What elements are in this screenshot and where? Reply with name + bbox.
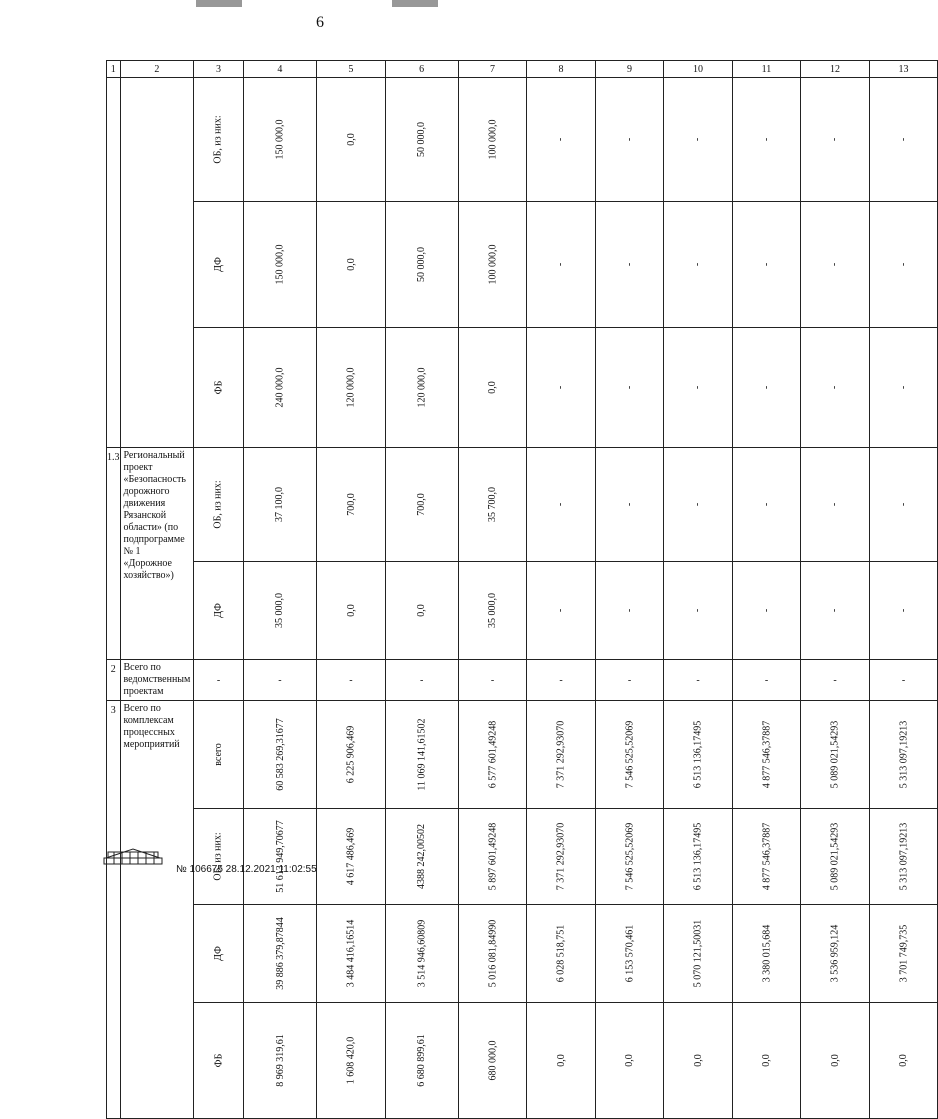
cell-text: 6 153 570,461 [624,924,635,983]
cell-text: ФБ [212,1053,224,1068]
row-label-cell [194,701,243,809]
cell-text: 7 546 525,52069 [624,720,635,789]
cell-text: 6 225 906,469 [345,725,357,784]
cell-text: 150 000,0 [274,244,286,285]
value-cell [664,202,733,328]
value-cell [595,809,664,905]
cell-text: - [555,385,567,390]
row-name-cell: Всего по ведомственным проектам [120,660,194,701]
value-cell: - [243,660,317,701]
header-cell: 13 [869,61,938,78]
value-cell [732,809,801,905]
cell-text: - [692,262,704,267]
cell-text: 120 000,0 [345,367,357,408]
table-row [107,1003,938,1119]
cell-text: ОБ, из них: [212,115,224,164]
value-cell [595,562,664,660]
row-number-cell: 1.3 [107,448,121,660]
table-row [107,701,938,809]
cell-text: 0,0 [345,258,357,271]
header-cell: 1 [107,61,121,78]
cell-text: 0,0 [345,133,357,146]
page-number: 6 [316,14,324,31]
cell-text: 100 000,0 [487,244,498,285]
table-row [107,905,938,1003]
cell-text: 37 100,0 [274,487,286,522]
value-cell [869,905,938,1003]
value-cell: - [595,660,664,701]
cell-text: 5 016 081,84990 [487,919,498,988]
value-cell [732,1003,801,1119]
table-row [107,448,938,562]
value-cell [317,905,386,1003]
value-cell [801,78,870,202]
cell-text: 0,0 [487,381,498,394]
cell-text: ДФ [212,603,224,618]
value-cell: - [869,660,938,701]
value-cell [869,562,938,660]
row-label-cell [194,809,243,905]
value-cell [385,701,458,809]
row-label-cell [194,78,243,202]
value-cell [527,78,596,202]
value-cell [527,1003,596,1119]
value-cell [458,448,527,562]
cell-text: 35 000,0 [487,593,498,628]
value-cell [458,78,527,202]
cell-text: 0,0 [898,1054,909,1067]
cell-text: 4 877 546,37887 [761,822,772,891]
value-cell [527,328,596,448]
cell-text: - [624,608,635,613]
cell-text: - [761,385,772,390]
cell-text: 3 536 959,124 [829,924,841,983]
cell-text: 51 613 949,70677 [274,820,286,893]
cell-text: 5 313 097,19213 [898,822,909,891]
value-cell [527,448,596,562]
cell-text: 3 514 946,60809 [416,919,428,988]
value-cell [527,202,596,328]
cell-text: 700,0 [345,493,357,516]
value-cell [385,1003,458,1119]
header-cell: 8 [527,61,596,78]
value-cell [317,328,386,448]
cell-text: - [624,502,635,507]
cell-text: 7 371 292,93070 [555,720,567,789]
cell-text: всего [212,743,224,766]
value-cell [801,905,870,1003]
value-cell [732,905,801,1003]
cell-text: 7 546 525,52069 [624,822,635,891]
value-cell [243,328,317,448]
value-cell [595,328,664,448]
value-cell [801,202,870,328]
cell-text: - [898,385,909,390]
cell-text: 5 313 097,19213 [898,720,909,789]
value-cell [527,905,596,1003]
cell-text: - [555,137,567,142]
value-cell [527,809,596,905]
value-cell [869,448,938,562]
value-cell [732,448,801,562]
cell-text: ОБ, из них: [212,480,224,529]
value-cell [317,448,386,562]
cell-text: 6 513 136,17495 [692,720,704,789]
cell-text: - [555,502,567,507]
table-row [107,660,938,701]
value-cell: - [458,660,527,701]
value-cell [243,701,317,809]
value-cell [801,328,870,448]
cell-text: 4 877 546,37887 [761,720,772,789]
value-cell [595,701,664,809]
row-label-cell [194,328,243,448]
value-cell [732,701,801,809]
value-cell [801,809,870,905]
cell-text: - [898,502,909,507]
cell-text: - [829,608,841,613]
value-cell: - [317,660,386,701]
value-cell [664,78,733,202]
value-cell [243,562,317,660]
cell-text: 5 070 121,50031 [692,919,704,988]
row-label-cell [194,448,243,562]
row-label-cell [194,562,243,660]
value-cell [317,809,386,905]
cell-text: ФБ [212,380,224,395]
value-cell [595,78,664,202]
value-cell: - [732,660,801,701]
cell-text: 6 028 518,751 [555,924,567,983]
cell-text: - [761,502,772,507]
value-cell [458,562,527,660]
row-label-cell [194,202,243,328]
value-cell [664,905,733,1003]
cell-text: 4 617 486,469 [345,827,357,886]
cell-text: - [761,608,772,613]
value-cell [527,701,596,809]
cell-text: - [624,262,635,267]
cell-text: 0,0 [416,604,428,617]
value-cell [458,328,527,448]
value-cell [317,1003,386,1119]
value-cell [317,701,386,809]
cell-text: 5 089 021,54293 [829,720,841,789]
value-cell [732,202,801,328]
cell-text: 3 701 749,735 [898,924,909,983]
value-cell [869,1003,938,1119]
value-cell [664,328,733,448]
cell-text: - [624,385,635,390]
document-stamp-icon [104,848,162,866]
cell-text: - [555,262,567,267]
value-cell [595,202,664,328]
cell-text: 50 000,0 [416,247,428,282]
value-cell [385,328,458,448]
cell-text: 0,0 [761,1054,772,1067]
value-cell [243,448,317,562]
cell-text: - [692,385,704,390]
value-cell [385,202,458,328]
value-cell [385,905,458,1003]
value-cell: - [194,660,243,701]
value-cell: - [385,660,458,701]
cell-text: 3 484 416,16514 [345,919,357,988]
value-cell: - [527,660,596,701]
value-cell [385,448,458,562]
row-number-cell: 3 [107,701,121,1119]
cell-text: 50 000,0 [416,122,428,157]
cell-text: 150 000,0 [274,119,286,160]
header-cell: 6 [385,61,458,78]
value-cell [664,448,733,562]
value-cell [595,905,664,1003]
cell-text: 3 380 015,684 [761,924,772,983]
value-cell [458,202,527,328]
cell-text: 7 371 292,93070 [555,822,567,891]
cell-text: - [624,137,635,142]
registration-number: № 106675 28.12.2021 11:02:55 [176,864,317,875]
row-label-cell [194,1003,243,1119]
value-cell [458,1003,527,1119]
value-cell [317,78,386,202]
cell-text: 11 069 141,61502 [416,718,428,791]
cell-text: 120 000,0 [416,367,428,408]
cell-text: 0,0 [624,1054,635,1067]
cell-text: 8 969 319,61 [274,1034,286,1087]
row-name-cell: Региональный проект «Безопасность дорожного движения Рязанской области» (по подпрограмме № 1 «Дорожное хозяйство») [120,448,194,660]
header-row [107,61,938,78]
header-cell: 2 [120,61,194,78]
table-row [107,562,938,660]
table-row [107,809,938,905]
cell-text: 700,0 [416,493,428,516]
value-cell [385,562,458,660]
value-cell [869,78,938,202]
value-cell [732,562,801,660]
cell-text: 6 513 136,17495 [692,822,704,891]
value-cell [801,562,870,660]
row-number-cell: 2 [107,660,121,701]
value-cell [458,905,527,1003]
header-cell: 7 [458,61,527,78]
cell-text: - [761,137,772,142]
cell-text: 0,0 [692,1054,704,1067]
value-cell: - [664,660,733,701]
cell-text: 0,0 [345,604,357,617]
header-cell: 4 [243,61,317,78]
cell-text: 680 000,0 [487,1040,498,1081]
row-number-cell [107,78,121,448]
value-cell [458,701,527,809]
header-cell: 11 [732,61,801,78]
cell-text: 240 000,0 [274,367,286,408]
row-label-cell [194,905,243,1003]
cell-text: 1 608 420,0 [345,1036,357,1085]
cell-text: 4388 242,00502 [416,824,428,889]
value-cell [664,701,733,809]
cell-text: - [898,262,909,267]
cell-text: - [692,608,704,613]
value-cell [243,78,317,202]
cell-text: - [829,385,841,390]
header-cell: 5 [317,61,386,78]
cell-text: 100 000,0 [487,119,498,160]
value-cell [385,809,458,905]
row-name-cell [120,78,194,448]
value-cell [527,562,596,660]
header-cell: 3 [194,61,243,78]
value-cell [801,1003,870,1119]
table-row [107,328,938,448]
value-cell [385,78,458,202]
value-cell [317,562,386,660]
value-cell [732,328,801,448]
value-cell [458,809,527,905]
cell-text: - [829,262,841,267]
header-cell: 10 [664,61,733,78]
header-cell: 12 [801,61,870,78]
cell-text: - [692,137,704,142]
value-cell [664,562,733,660]
cell-text: 6 680 899,61 [416,1034,428,1087]
value-cell [801,448,870,562]
cell-text: 5 897 601,49248 [487,822,498,891]
scan-artifact [392,0,438,7]
value-cell [869,328,938,448]
scan-artifact [196,0,242,7]
cell-text: 60 583 269,31677 [274,718,286,791]
value-cell [732,78,801,202]
cell-text: - [829,502,841,507]
cell-text: 6 577 601,49248 [487,720,498,789]
header-cell: 9 [595,61,664,78]
cell-text: 35 700,0 [487,487,498,522]
cell-text: ДФ [212,257,224,272]
cell-text: - [761,262,772,267]
cell-text: 0,0 [829,1054,841,1067]
cell-text: - [692,502,704,507]
table-row [107,202,938,328]
value-cell [869,202,938,328]
value-cell [243,1003,317,1119]
cell-text: - [829,137,841,142]
value-cell: - [801,660,870,701]
value-cell [595,448,664,562]
table-row [107,78,938,202]
cell-text: 39 886 379,87844 [274,917,286,990]
value-cell [664,1003,733,1119]
cell-text: - [898,137,909,142]
cell-text: ОБ, из них: [212,832,224,881]
value-cell [243,809,317,905]
value-cell [317,202,386,328]
value-cell [869,809,938,905]
cell-text: 0,0 [555,1054,567,1067]
value-cell [801,701,870,809]
value-cell [243,202,317,328]
document-table [106,60,938,1119]
cell-text: 35 000,0 [274,593,286,628]
value-cell [664,809,733,905]
cell-text: ДФ [212,946,224,961]
row-name-cell: Всего по комплексам процессных мероприятий [120,701,194,1119]
value-cell [595,1003,664,1119]
value-cell [243,905,317,1003]
value-cell [869,701,938,809]
cell-text: - [555,608,567,613]
cell-text: 5 089 021,54293 [829,822,841,891]
cell-text: - [898,608,909,613]
